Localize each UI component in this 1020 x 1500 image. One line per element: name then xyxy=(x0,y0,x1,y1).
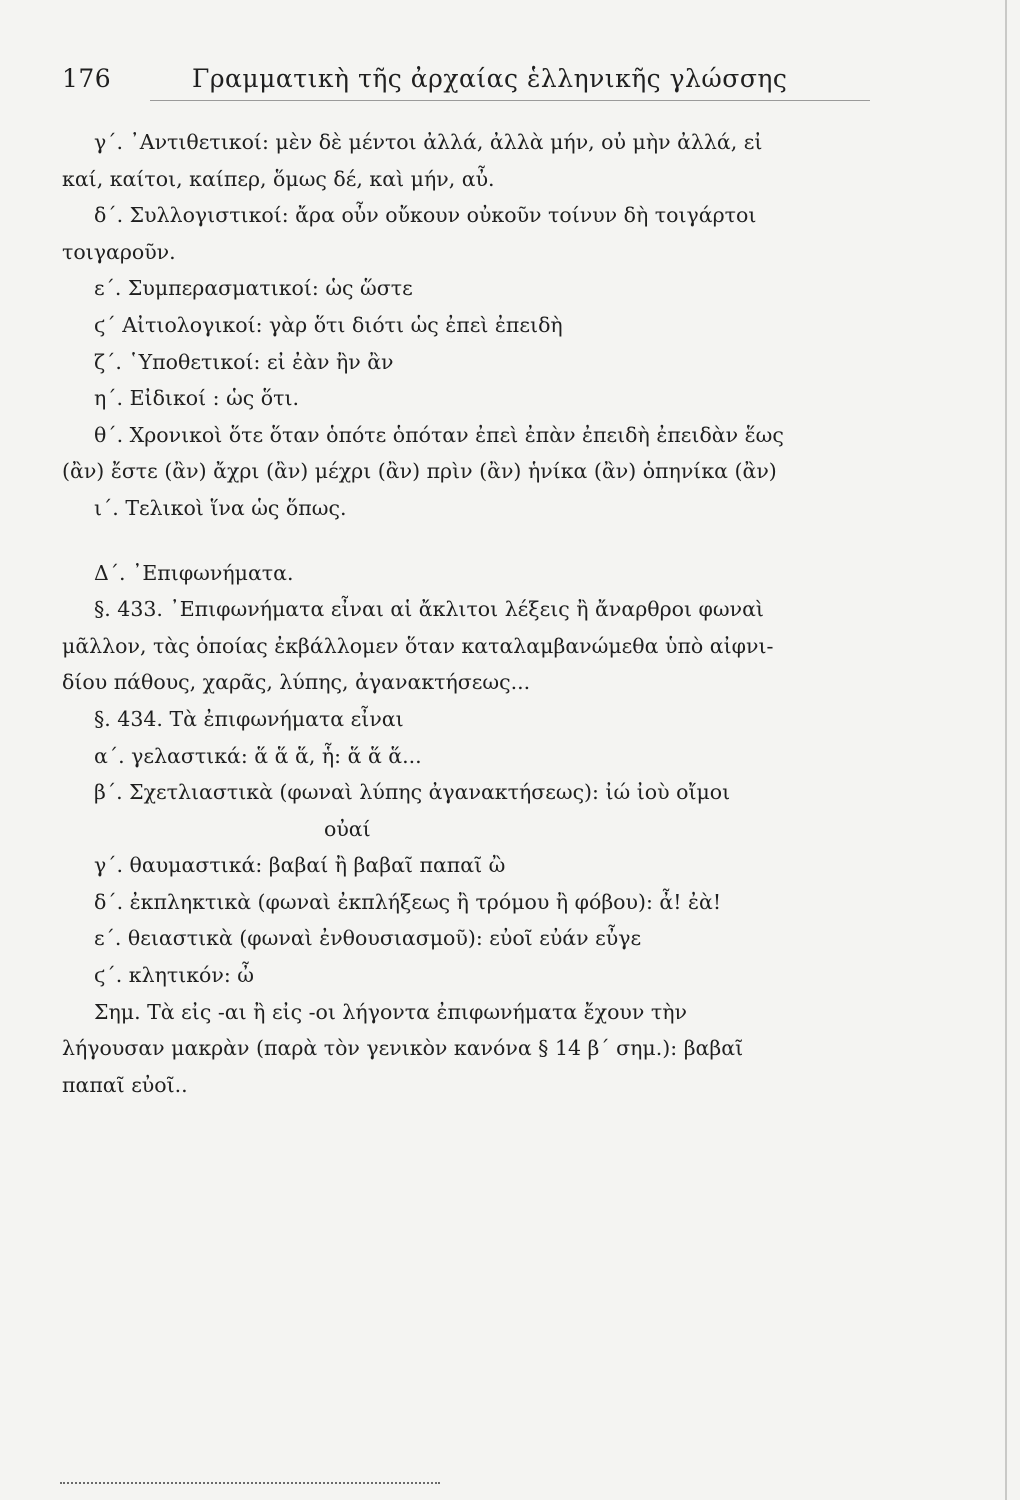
text-line: §. 433. ᾿Επιφωνήματα εἶναι αἱ ἄκλιτοι λέξεις ἢ ἄναρθροι φωναὶ xyxy=(94,597,764,622)
text-line: ϛ΄. κλητικόν: ὦ xyxy=(94,963,254,988)
text-line: γ΄. ᾿Αντιθετικοί: μὲν δὲ μέντοι ἀλλά, ἀλλὰ μήν, οὐ μὴν ἀλλά, εἰ xyxy=(94,130,763,154)
text-line: ι΄. Τελικοὶ ἵνα ὡς ὅπως. xyxy=(94,495,347,520)
text-line: β΄. Σχετλιαστικὰ (φωναὶ λύπης ἀγανακτήσεως): ἰώ ἰοὺ οἴμοι xyxy=(94,780,731,805)
page-edge xyxy=(1005,0,1007,1500)
text-line: (ἂν) ἔστε (ἂν) ἄχρι (ἂν) μέχρι (ἂν) πρὶν (ἂν) ἡνίκα (ἂν) ὁπηνίκα (ἂν) xyxy=(62,459,777,484)
scan-artifact xyxy=(60,1482,440,1484)
text-line: τοιγαροῦν. xyxy=(62,239,176,264)
text-line: ε΄. Συμπερασματικοί: ὡς ὥστε xyxy=(94,276,413,301)
text-line: η΄. Εἰδικοί : ὡς ὅτι. xyxy=(94,386,300,411)
text-line: καί, καίτοι, καίπερ, ὅμως δέ, καὶ μήν, αὖ. xyxy=(62,166,495,191)
section-heading: Δ΄. ᾿Επιφωνήματα. xyxy=(94,560,294,585)
text-line: θ΄. Χρονικοὶ ὅτε ὅταν ὁπότε ὁπόταν ἐπεὶ ἐπὰν ἐπειδὴ ἐπειδὰν ἕως xyxy=(94,422,784,447)
text-line: δίου πάθους, χαρᾶς, λύπης, ἀγανακτήσεως... xyxy=(62,670,531,695)
text-line: δ΄. ἐκπληκτικὰ (φωναὶ ἐκπλήξεως ἢ τρόμου ἢ φόβου): ἆ! ἐὰ! xyxy=(94,889,722,914)
body-text xyxy=(62,124,882,1103)
section-gap xyxy=(62,527,882,555)
text-line: ε΄. θειαστικὰ (φωναὶ ἐνθουσιασμοῦ): εὐοῖ εὐάν εὖγε xyxy=(94,926,642,951)
text-line: α΄. γελαστικά: ἅ ἅ ἅ, ἧ: ἅ ἅ ἅ... xyxy=(94,743,422,768)
note-line: Σημ. Τὰ εἰς -αι ἢ εἰς -οι λήγοντα ἐπιφωνήματα ἔχουν τὴν xyxy=(94,999,687,1024)
header-rule xyxy=(150,100,870,101)
text-line: §. 434. Τὰ ἐπιφωνήματα εἶναι xyxy=(94,706,404,731)
text-line: οὐαί xyxy=(324,816,371,841)
running-header xyxy=(62,64,862,93)
running-title: Γραμματικὴ τῆς ἀρχαίας ἑλληνικῆς γλώσσης xyxy=(192,64,788,93)
text-line: γ΄. θαυμαστικά: βαβαί ἢ βαβαῖ παπαῖ ὢ xyxy=(94,853,506,878)
note-line: λήγουσαν μακρὰν (παρὰ τὸν γενικὸν κανόνα § 14 β΄ σημ.): βαβαῖ xyxy=(62,1036,744,1061)
text-line: δ΄. Συλλογιστικοί: ἄρα οὖν οὔκουν οὐκοῦν τοίνυν δὴ τοιγάρτοι xyxy=(94,203,757,228)
text-line: ϛ΄ Αἰτιολογικοί: γὰρ ὅτι διότι ὡς ἐπεὶ ἐπειδὴ xyxy=(94,312,563,337)
page-number: 176 xyxy=(62,64,112,93)
text-line: ζ΄. ῾Υποθετικοί: εἰ ἐὰν ἢν ἂν xyxy=(94,349,394,374)
note-line: παπαῖ εὐοῖ.. xyxy=(62,1072,188,1097)
text-line: μᾶλλον, τὰς ὁποίας ἐκβάλλομεν ὅταν καταλαμβανώμεθα ὑπὸ αἰφνι- xyxy=(62,633,774,658)
